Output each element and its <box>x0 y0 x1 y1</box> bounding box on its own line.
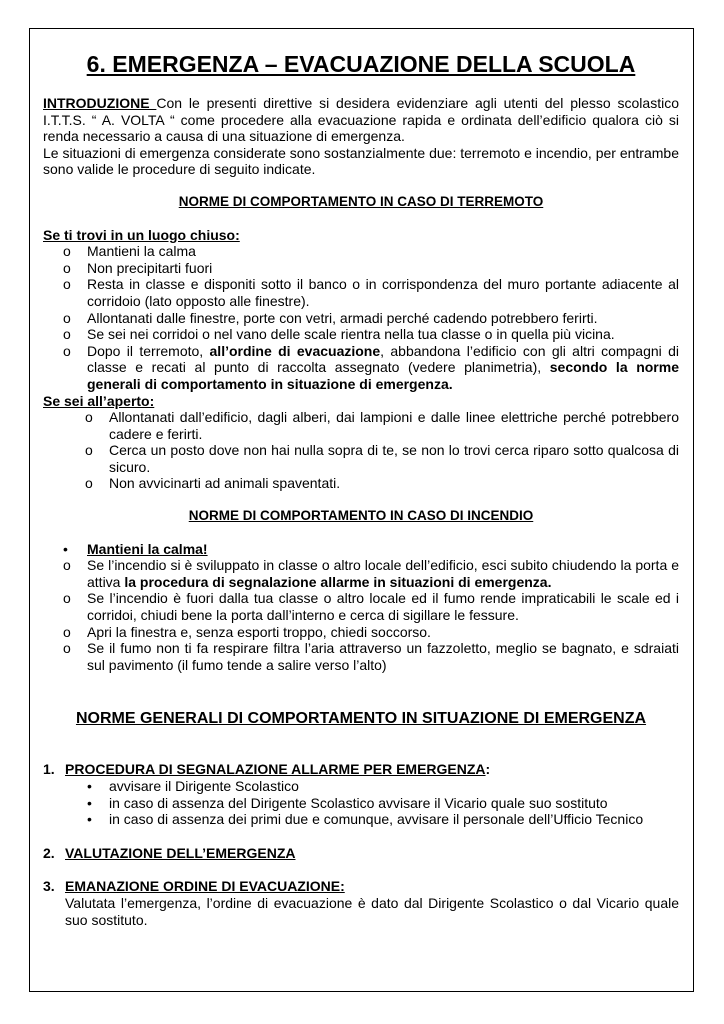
section-1-list <box>43 778 679 828</box>
list-item: • in caso di assenza dei primi due e comunque, avvisare il personale dell’Ufficio Tecnico <box>87 811 644 828</box>
list-item: o Non avvicinarti ad animali spaventati. <box>85 475 341 492</box>
intro-paragraph-2: Le situazioni di emergenza considerate sono sostanzialmente due: terremoto e incendio, per entrambe sono valide le procedure di seguito indicate. <box>43 144 679 178</box>
list-item: o Se l’incendio si è sviluppato in classe o altro locale dell’edificio, esci subito chiudendo la porta e attiva la procedura di segnalazione allarme in situazioni di emergenza. <box>63 557 679 590</box>
list-item: o Apri la finestra e, senza esporti troppo, chiedi soccorso. <box>63 623 431 640</box>
intro-paragraph <box>43 95 679 145</box>
section-3: 3. EMANAZIONE ORDINE DI EVACUAZIONE: <box>43 878 345 895</box>
intro-label: INTRODUZIONE <box>43 95 157 111</box>
intro-text: Con le presenti direttive si desidera evidenziare agli utenti del plesso scolastico I.T.T.S. “ A. VOLTA “ come procedere alla evacuazione rapida e ordinata dell’edificio qualora ciò si renda necessario a causa di una situazione di emergenza. <box>43 95 679 145</box>
list-item: o Dopo il terremoto, all’ordine di evacuazione, abbandona l’edificio con gli altri compagni di classe e recati al punto di raccolta assegnato (vedere planimetria), secondo la norme generali di comportamento in situazione di emergenza. <box>63 342 680 392</box>
terremoto-heading: NORME DI COMPORTAMENTO IN CASO DI TERREMOTO <box>178 193 544 209</box>
section-2: 2. VALUTAZIONE DELL’EMERGENZA <box>43 844 296 861</box>
aperto-list <box>43 409 679 492</box>
list-item: o Non precipitarti fuori <box>63 259 213 276</box>
document-page <box>43 50 679 928</box>
list-item: o Allontanati dall’edificio, dagli alberi, dai lampioni e dalle linee elettriche perché potrebbero cadere e ferirti. <box>85 409 679 442</box>
section-1: 1. PROCEDURA DI SEGNALAZIONE ALLARME PER EMERGENZA: <box>43 761 491 778</box>
generali-heading: NORME GENERALI DI COMPORTAMENTO IN SITUAZIONE DI EMERGENZA <box>75 710 647 728</box>
list-item: o Se sei nei corridoi o nel vano delle scale rientra nella tua classe o in quella più vicina. <box>63 326 615 343</box>
list-item: • avvisare il Dirigente Scolastico <box>87 778 299 794</box>
page-title: 6. EMERGENZA – EVACUAZIONE DELLA SCUOLA <box>86 51 636 77</box>
list-item: o Allontanati dalle finestre, porte con vetri, armadi perché cadendo potrebbero ferirti. <box>63 309 598 326</box>
chiuso-label: Se ti trovi in un luogo chiuso: <box>43 226 240 243</box>
chiuso-list <box>43 243 679 392</box>
list-item: • Mantieni la calma! <box>63 540 208 557</box>
incendio-list <box>43 541 679 674</box>
list-item: • in caso di assenza del Dirigente Scolastico avvisare il Vicario quale suo sostituto <box>87 794 608 811</box>
section-3-text: Valutata l’emergenza, l’ordine di evacuazione è dato dal Dirigente Scolastico o dal Vicario quale suo sostituto. <box>65 894 679 928</box>
aperto-label: Se sei all’aperto: <box>43 392 155 409</box>
list-item: o Mantieni la calma <box>63 243 196 260</box>
list-item: o Se il fumo non ti fa respirare filtra l’aria attraverso un fazzoletto, meglio se bagnato, e sdraiati sul pavimento (il fumo tende a salire verso l’alto) <box>63 640 679 673</box>
list-item: o Se l’incendio è fuori dalla tua classe o altro locale ed il fumo rende impraticabili le scale ed i corridoi, chiudi bene la porta dall’interno e cerca di sigillare le fessure. <box>63 590 679 624</box>
list-item: o Resta in classe e disponiti sotto il banco o in corrispondenza del muro portante adiacente al corridoio (lato opposto alle finestre). <box>63 276 679 309</box>
incendio-heading: NORME DI COMPORTAMENTO IN CASO DI INCENDIO <box>188 508 534 524</box>
list-item: o Cerca un posto dove non hai nulla sopra di te, se non lo trovi cerca riparo sotto qualcosa di sicuro. <box>85 442 679 475</box>
